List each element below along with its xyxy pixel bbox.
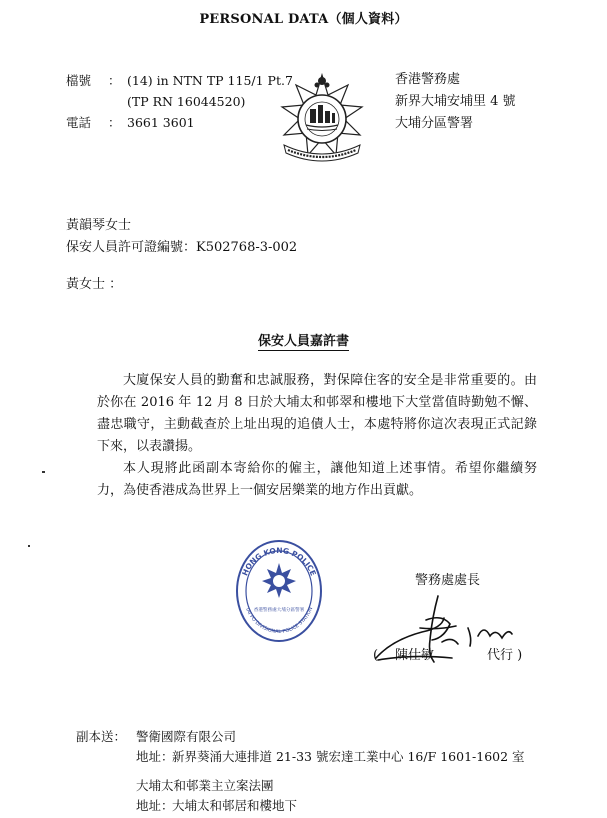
cc-organisation-1: 警衛國際有限公司 xyxy=(136,729,237,744)
telephone-value: 3661 3601 xyxy=(127,115,195,130)
cc-address-2: 大埔太和邨居和樓地下 xyxy=(172,798,298,813)
cc-label: 副本送： xyxy=(76,729,127,744)
file-number-label: 檔號 xyxy=(66,73,92,88)
letter-paragraph-2: 本人現將此函副本寄給你的僱主，讓他知道上述事情。希望你繼續努力，為使香港成為世界上一個安居樂業的地方作出貢獻。 xyxy=(97,461,537,498)
hong-kong-police-stamp-icon xyxy=(233,535,325,650)
sender-line-2: 新界大埔安埔里 4 號 xyxy=(395,94,516,109)
letter-title-text: 保安人員嘉許書 xyxy=(257,334,349,349)
file-number-colon: ： xyxy=(108,73,121,88)
scan-mark xyxy=(28,545,30,547)
telephone-label: 電話 xyxy=(66,115,92,130)
file-number-value: (14) in NTN TP 115/1 Pt.7 xyxy=(127,73,293,88)
signoff-acting: 代行 ) xyxy=(487,648,523,663)
file-number-value-line2: (TP RN 16044520) xyxy=(127,94,246,109)
sender-line-1: 香港警務處 xyxy=(395,72,461,87)
document-header: PERSONAL DATA（個人資料） xyxy=(199,12,408,27)
sender-line-3: 大埔分區警署 xyxy=(395,116,474,131)
stamp-center-text: 香港警務處大埔分區警署 xyxy=(253,608,305,613)
cc-address-label-1: 地址： xyxy=(136,749,174,764)
hong-kong-police-crest-icon xyxy=(276,71,368,163)
stamp-outer-top-text: HONG KONG POLICE xyxy=(240,545,318,578)
signoff-position: 警務處處長 xyxy=(415,573,481,588)
recipient-permit-number: 保安人員許可證編號：K502768-3-002 xyxy=(66,240,298,255)
signoff-signer-name: 陳仕敏 xyxy=(395,648,435,663)
signoff-open-paren: ( xyxy=(373,648,379,663)
letter-title xyxy=(0,330,607,349)
cc-address-1: 新界葵涌大連排道 21-33 號宏達工業中心 16/F 1601-1602 室 xyxy=(172,749,525,764)
cc-address-label-2: 地址： xyxy=(136,798,174,813)
salutation: 黃女士 ： xyxy=(66,277,123,292)
stamp-outer-bottom-text: TAI PO DIVISIONAL POLICE STATION xyxy=(243,606,315,636)
letter-paragraph-1: 大廈保安人員的勤奮和忠誠服務，對保障住客的安全是非常重要的。由於你在 2016 年 12 月 8 日於大埔太和邨翠和樓地下大堂當值時勤勉不懈、盡忠職守，主動截查於上址出現的追債人士，本處特將你這次表現正式記錄下來，以表讚揚。 xyxy=(97,373,537,454)
telephone-colon: ： xyxy=(108,115,121,130)
recipient-name: 黃韻琴女士 xyxy=(66,218,132,233)
cc-organisation-2: 大埔太和邨業主立案法團 xyxy=(136,778,274,793)
scan-mark xyxy=(42,471,45,473)
